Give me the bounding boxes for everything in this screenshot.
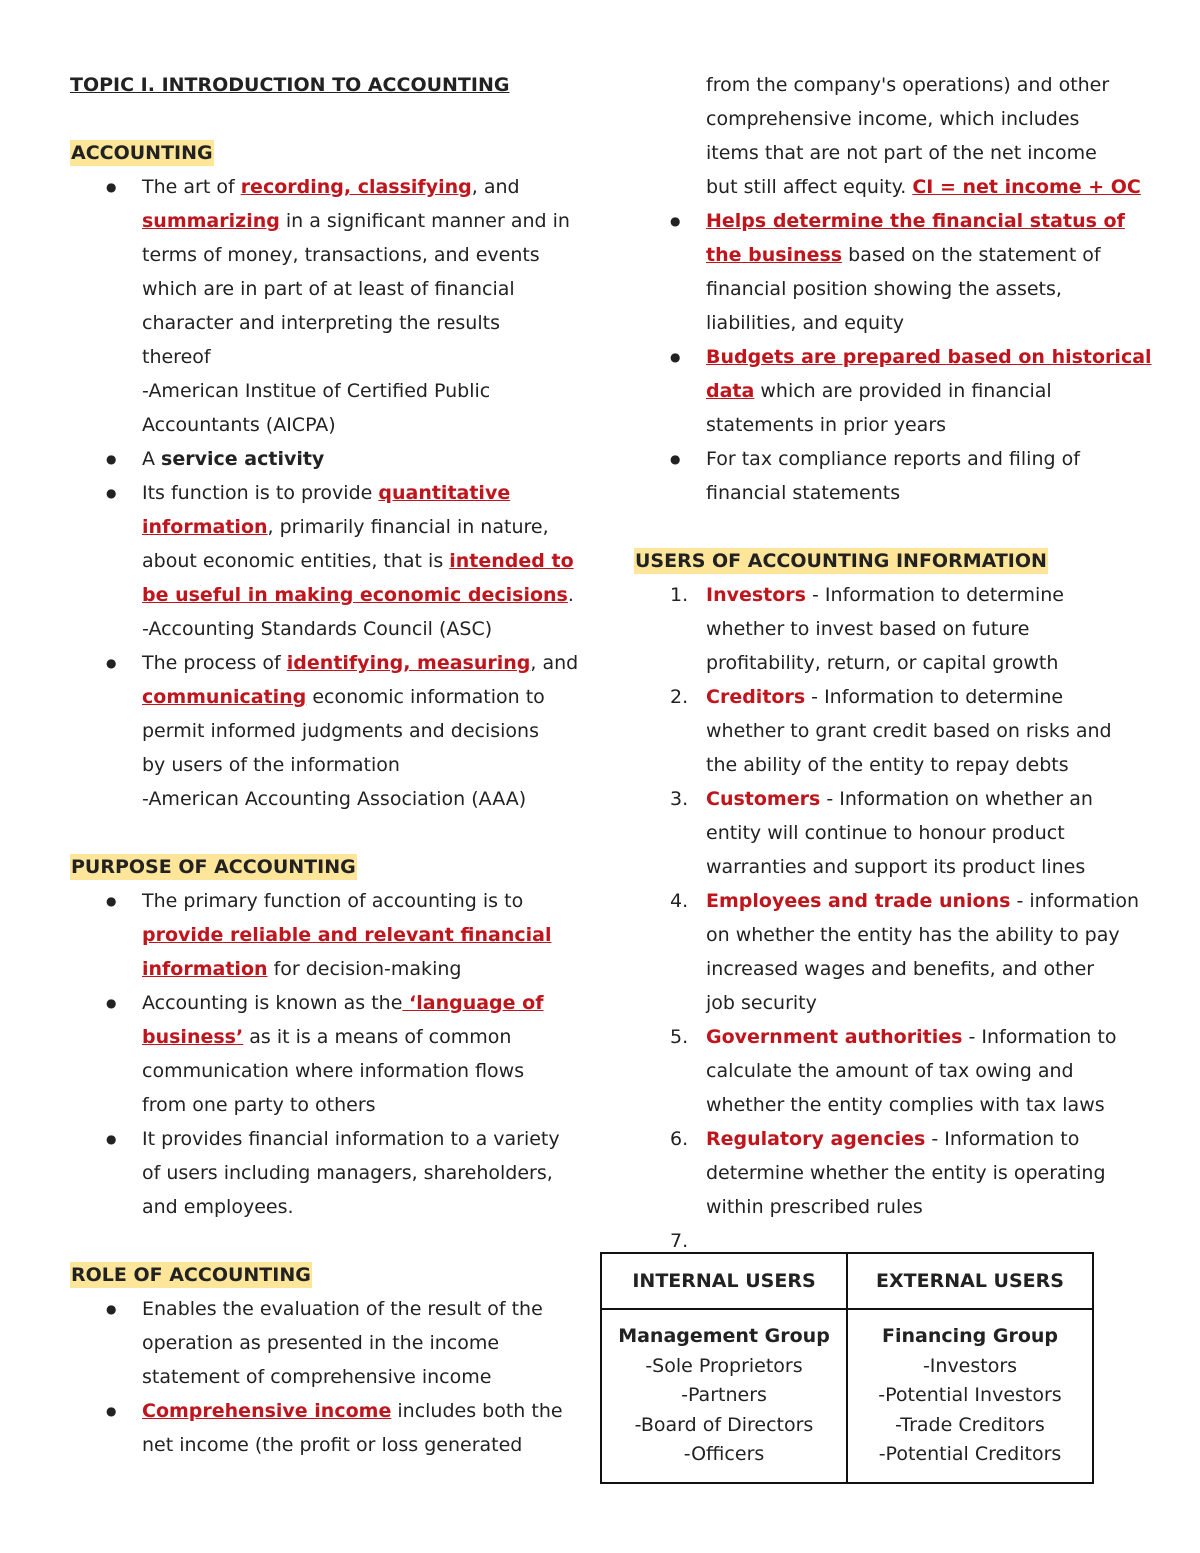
internal-user-item: -Board of Directors — [634, 1413, 814, 1436]
bullet-item: ● A service activity — [70, 442, 580, 476]
bullet-item: ● Budgets are prepared based on historical — [634, 340, 1134, 374]
numbered-item: 2. Creditors - Information to determine — [670, 686, 1064, 708]
numbered-item: 5. Government authorities - Information to — [670, 1026, 1117, 1048]
section-heading-accounting: ACCOUNTING — [71, 142, 213, 164]
bullet-item: ● Accounting is known as the ‘language of — [70, 986, 580, 1020]
section-heading-purpose: PURPOSE OF ACCOUNTING — [71, 856, 356, 878]
external-user-item: -Potential Creditors — [878, 1443, 1062, 1465]
bullet-item: ● The art of recording, classifying, and — [70, 170, 580, 204]
external-users-cell — [847, 1309, 1093, 1483]
external-user-item: -Investors — [922, 1354, 1018, 1377]
bullet-item: ● Comprehensive income includes both the — [70, 1394, 580, 1428]
numbered-item: 1. Investors - Information to determine — [670, 584, 1064, 606]
external-user-item: -Potential Investors — [878, 1384, 1062, 1406]
page-title: TOPIC I. INTRODUCTION TO ACCOUNTING — [70, 74, 510, 96]
internal-users-cell — [601, 1309, 847, 1483]
bullet-item: ● Helps determine the financial status of — [634, 204, 1134, 238]
internal-user-item: -Partners — [681, 1384, 767, 1406]
numbered-item: 3. Customers - Information on whether an — [670, 788, 1093, 810]
external-user-item: -Trade Creditors — [895, 1413, 1045, 1436]
numbered-item: 4. Employees and trade unions - information — [670, 890, 1140, 912]
external-users-header: EXTERNAL USERS — [847, 1253, 1093, 1309]
external-group-title: Financing Group — [881, 1325, 1059, 1347]
bullet-item: ● For tax compliance reports and filing of — [634, 442, 1134, 476]
internal-users-header: INTERNAL USERS — [601, 1253, 847, 1309]
internal-user-item: -Officers — [683, 1443, 765, 1465]
section-heading-role: ROLE OF ACCOUNTING — [71, 1264, 311, 1286]
numbered-item: 6. Regulatory agencies - Information to — [670, 1128, 1080, 1150]
internal-group-title: Management Group — [618, 1325, 830, 1347]
bullet-item: ● It provides financial information to a variety — [70, 1122, 580, 1156]
right-column: from the company's operations) and other comprehensive income, which includes items that are not part of the net income but still affect equity. CI = net income + OC ● Helps determine the financial status of the business based on the statement of financial position showing the assets, liabilities, and equity ● Budgets are prepared based on historical data which are provided in financial statements in prior years ● For tax compliance reports and filing of financial statements USERS OF ACCOUNTING INFORMATION 1. Investors - Information to determine whether to invest based on future profitability, return, or capital growth 2. Creditors - Information to determine whether to grant credit based on risks and the ability of the entity to repay debts 3. Customers - Information on whether an entity will continue to honour product warranties and support its product lines 4. Employees and trade unions - information on whether the entity has the ability to pay increased wages and benefits, and other job security 5. Government authorities - Information to calculate the amount of tax owing and whether the entity complies with tax laws 6. Regulatory agencies - Information to determine whether the entity is operating within prescribed rules 7. — [634, 68, 1134, 1224]
internal-user-item: -Sole Proprietors — [645, 1354, 803, 1377]
bullet-item: ● The process of identifying, measuring, and — [70, 646, 580, 680]
left-column: TOPIC I. INTRODUCTION TO ACCOUNTING ACCOUNTING ● The art of recording, classifying, and summarizing in a significant manner and in terms of money, transactions, and events which are in part of at least of financial character and interpreting the results thereof -American Institue of Certified Public Accountants (AICPA) ● A service activity ● Its function is to provide quantitative information, primarily financial in nature, about economic entities, that is intended to be useful in making economic decisions. -Accounting Standards Council (ASC) ● The process of identifying, measuring, and communicating economic information to permit informed judgments and decisions by users of the information -American Accounting Association (AAA) PURPOSE OF ACCOUNTING ● The primary function of accounting is to provide reliable and relevant financial information for decision-making ● Accounting is known as the ‘language of business’ as it is a means of common communication where information flows from one party to others ● It provides financial information to a variety of users including managers, shareholders, and employees. ROLE OF ACCOUNTING ● Enables the evaluation of the result of the operation as presented in the income statement of comprehensive income ● Comprehensive income includes both the net income (the profit or loss generated — [70, 68, 580, 1462]
bullet-item: ● Enables the evaluation of the result of the — [70, 1292, 580, 1326]
bullet-item: ● Its function is to provide quantitative — [70, 476, 580, 510]
users-table — [600, 1252, 1094, 1484]
bullet-item: ● The primary function of accounting is to — [70, 884, 580, 918]
section-heading-users: USERS OF ACCOUNTING INFORMATION — [635, 550, 1047, 572]
